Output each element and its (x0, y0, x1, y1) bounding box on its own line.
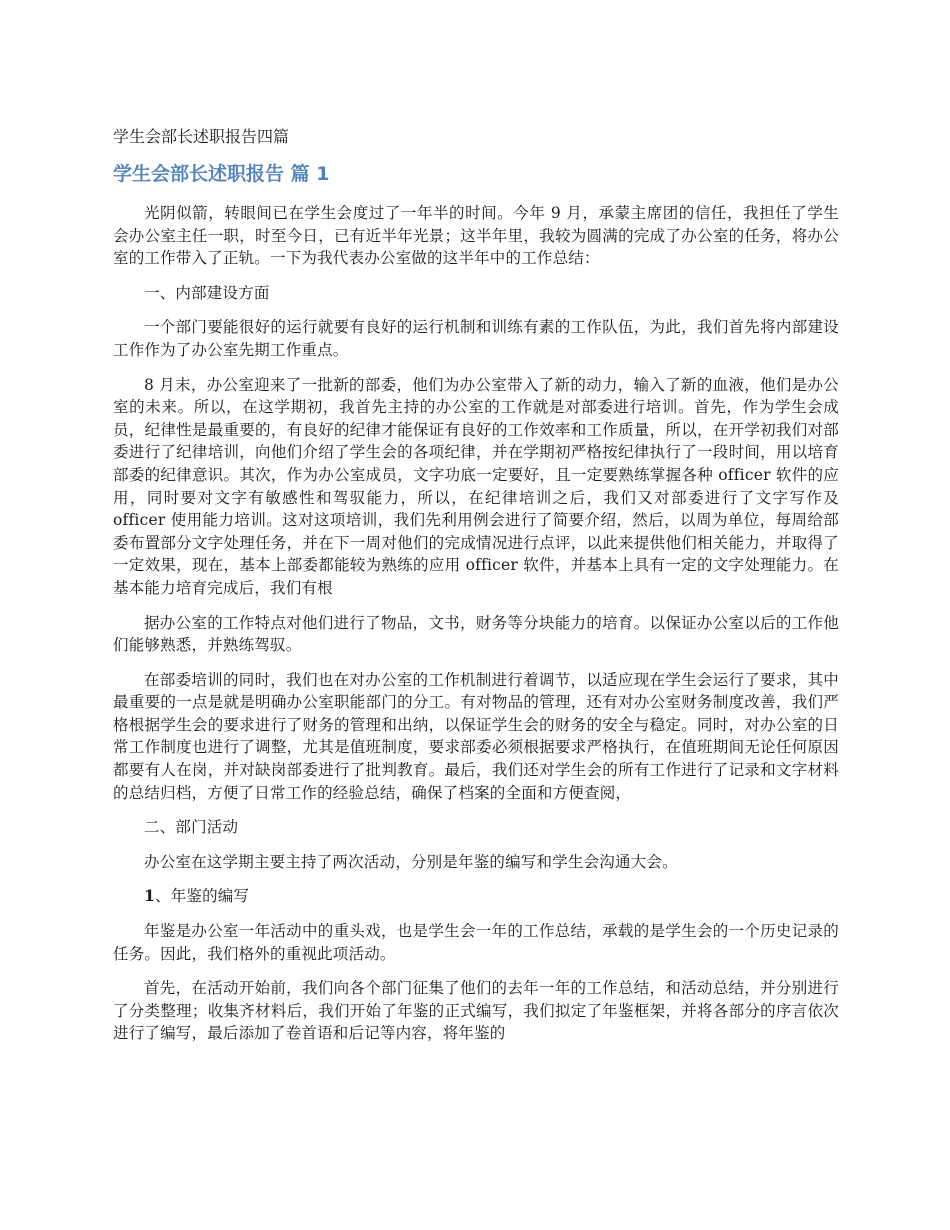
document-title: 学生会部长述职报告四篇 (113, 127, 290, 146)
subheading-department-activities: 二、部门活动 (144, 818, 239, 837)
paragraph-yearbook-process: 首先，在活动开始前，我们向各个部门征集了他们的去年一年的工作总结，和活动总结，并分别进行了分类整理；收集齐材料后，我们开始了年鉴的正式编写，我们拟定了年鉴框架，并将各部分的序言依次进行了编写，最后添加了卷首语和后记等内容，将年鉴的 (113, 979, 839, 1043)
document-page (113, 124, 839, 1057)
section-heading: 学生会部长述职报告 篇 1 (113, 163, 330, 185)
paragraph-intro: 光阴似箭，转眼间已在学生会度过了一年半的时间。今年 9 月，承蒙主席团的信任，我担任了学生会办公室主任一职，时至今日，已有近半年光景；这半年里，我较为圆满的完成了办公室的任务，将办公室的工作带入了正轨。一下为我代表办公室做的这半年中的工作总结： (113, 204, 839, 268)
paragraph-skills: 据办公室的工作特点对他们进行了物品，文书，财务等分块能力的培育。以保证办公室以后的工作他们能够熟悉，并熟练驾驭。 (113, 613, 839, 655)
subheading-yearbook-text: 、年鉴的编写 (155, 887, 250, 906)
paragraph-internal-focus: 一个部门要能很好的运行就要有良好的运行机制和训练有素的工作队伍，为此，我们首先将内部建设工作作为了办公室先期工作重点。 (113, 318, 839, 359)
paragraph-activities-summary: 办公室在这学期主要主持了两次活动，分别是年鉴的编写和学生会沟通大会。 (144, 852, 678, 871)
subheading-yearbook (113, 885, 839, 908)
subheading-yearbook-number: 1 (144, 886, 155, 906)
paragraph-training: 8 月末，办公室迎来了一批新的部委，他们为办公室带入了新的动力，输入了新的血液，他们是办公室的未来。所以，在这学期初，我首先主持的办公室的工作就是对部委进行培训。首先，作为学生会成员，纪律性是最重要的，有良好的纪律才能保证有良好的工作效率和工作质量，所以，在开学初我们对部委进行了纪律培训，向他们介绍了学生会的各项纪律，并在学期初严格按纪律执行了一段时间，用以培育部委的纪律意识。其次，作为办公室成员，文字功底一定要好，且一定要熟练掌握各种 officer 软件的应用，同时要对文字有敏感性和驾驭能力，所以，在纪律培训之后，我们又对部委进行了文字写作及 officer 使用能力培训。这对这项培训，我们先利用例会进行了简要介绍，然后，以周为单位，每周给部委布置部分文字处理任务，并在下一周对他们的完成情况进行点评，以此来提供他们相关能力，并取得了一定效果，现在，基本上部委都能较为熟练的应用 officer 软件，并基本上具有一定的文字处理能力。在基本能力培育完成后，我们有根 (113, 375, 839, 597)
paragraph-mechanism: 在部委培训的同时，我们也在对办公室的工作机制进行着调节，以适应现在学生会运行了要求，其中最重要的一点是就是明确办公室职能部门的分工。有对物品的管理，还有对办公室财务制度改善，我们严格根据学生会的要求进行了财务的管理和出纳，以保证学生会的财务的安全与稳定。同时，对办公室的日常工作制度也进行了调整，尤其是值班制度，要求部委必须根据要求严格执行，在值班期间无论任何原因都要有人在岗，并对缺岗部委进行了批判教育。最后，我们还对学生会的所有工作进行了记录和文字材料的总结归档，方便了日常工作的经验总结，确保了档案的全面和方便查阅， (113, 670, 839, 802)
subheading-internal-construction: 一、内部建设方面 (144, 283, 270, 302)
paragraph-yearbook-importance: 年鉴是办公室一年活动中的重头戏，也是学生会一年的工作总结，承载的是学生会的一个历史记录的任务。因此，我们格外的重视此项活动。 (113, 922, 839, 963)
